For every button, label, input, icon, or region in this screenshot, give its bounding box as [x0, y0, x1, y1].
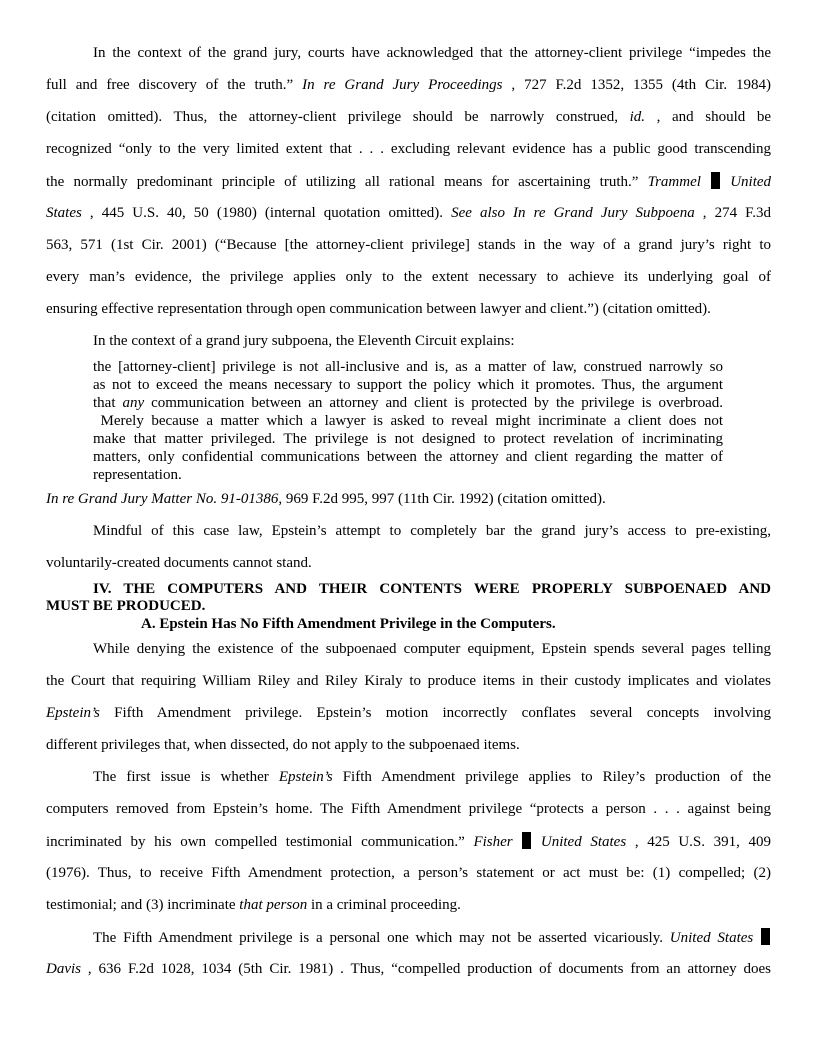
text: every man’s evidence, the privilege applies only to the extent necessary to achieve its underlying goal of: [46, 269, 771, 285]
text: , 274 F.3d: [702, 205, 772, 221]
text: Fifth Amendment privilege. Epstein’s motion incorrectly conflates several concepts involving: [114, 705, 771, 721]
text: The first issue is whether: [93, 769, 269, 785]
text: that: [93, 395, 116, 411]
text: communication between an attorney and client is protected by the privilege is overbroad.: [151, 395, 724, 411]
text: incriminated by his own compelled testimonial communication.”: [46, 834, 465, 850]
paragraph-line: [93, 44, 771, 62]
paragraph-line: [46, 172, 771, 191]
emphasis: that person: [239, 897, 308, 913]
emphasis: Epstein’s: [46, 705, 100, 721]
text: voluntarily-created documents cannot stand.: [46, 555, 312, 571]
text: (1976). Thus, to receive Fifth Amendment protection, a person’s statement or act must be: (1) compelled; (2): [46, 865, 771, 881]
text: 563, 571 (1st Cir. 2001) (“Because [the attorney-client privilege] stands in the way of a grand jury’s right to: [46, 237, 771, 253]
paragraph-line: [46, 896, 771, 914]
case-citation: United States: [669, 930, 754, 946]
redaction-mark: [522, 832, 531, 849]
paragraph-line: [46, 800, 771, 818]
paragraph-line: [93, 640, 771, 658]
case-citation: United States: [540, 834, 627, 850]
text: , 969 F.2d 995, 997 (11th Cir. 1992) (citation omitted).: [278, 491, 606, 507]
block-quote-line: [93, 394, 723, 412]
text: as not to exceed the means necessary to support the policy which it promotes. Thus, the argument: [93, 377, 723, 393]
case-citation: United: [730, 174, 772, 190]
paragraph-line: [46, 960, 771, 978]
text: IV. THE COMPUTERS AND THEIR CONTENTS WERE PROPERLY SUBPOENAED AND: [93, 581, 771, 597]
text: , and should be: [656, 109, 771, 125]
text: different privileges that, when dissected, do not apply to the subpoenaed items.: [46, 737, 520, 753]
text: Merely because a matter which a lawyer is asked to reveal might incriminate a client does not: [93, 413, 723, 429]
paragraph-line: [46, 864, 771, 882]
text: MUST BE PRODUCED.: [46, 598, 206, 614]
paragraph-line: [46, 108, 771, 126]
block-quote-line: [93, 412, 723, 430]
text: , 727 F.2d 1352, 1355 (4th Cir. 1984): [511, 77, 772, 93]
paragraph-line: [46, 140, 771, 158]
subsection-heading: [141, 615, 771, 633]
block-quote-line: [93, 430, 723, 448]
paragraph-line: [46, 204, 771, 222]
case-citation: See also In re Grand Jury Subpoena: [451, 205, 695, 221]
paragraph-line: [46, 736, 771, 754]
text: , 636 F.2d 1028, 1034 (5th Cir. 1981) . Thus, “compelled production of documents from an attorney does: [87, 961, 772, 977]
citation-line: [46, 490, 771, 508]
paragraph-line: [93, 332, 771, 350]
paragraph-line: [93, 928, 771, 947]
paragraph-line: [46, 832, 771, 851]
paragraph-line: [46, 704, 771, 722]
text: , 425 U.S. 391, 409: [634, 834, 772, 850]
case-citation: Davis: [46, 961, 81, 977]
case-citation: States: [46, 205, 82, 221]
text: A. Epstein Has No Fifth Amendment Privilege in the Computers.: [141, 616, 556, 632]
text: in a criminal proceeding.: [310, 897, 461, 913]
text: matters, only confidential communications between the attorney and client regarding the matter of: [93, 449, 723, 465]
block-quote-line: [93, 376, 723, 394]
paragraph-line: [46, 76, 771, 94]
block-quote-line: [93, 448, 723, 466]
case-citation: In re Grand Jury Matter No. 91-01386: [46, 491, 279, 507]
paragraph-line: [46, 300, 771, 318]
paragraph-line: [46, 268, 771, 286]
section-heading: [46, 597, 771, 615]
paragraph-line: [93, 522, 771, 540]
paragraph-line: [46, 236, 771, 254]
redaction-mark: [711, 172, 720, 189]
emphasis: any: [122, 395, 145, 411]
text: the [attorney-client] privilege is not all-inclusive and is, as a matter of law, construed narrowly so: [93, 359, 723, 375]
text: representation.: [93, 467, 182, 483]
block-quote-line: [93, 466, 723, 484]
paragraph-line: [93, 768, 771, 786]
text: the normally predominant principle of utilizing all rational means for ascertaining truth.”: [46, 174, 639, 190]
text: recognized “only to the very limited extent that . . . excluding relevant evidence has a public good transcending: [46, 141, 771, 157]
paragraph-line: [46, 554, 771, 572]
text: the Court that requiring William Riley and Riley Kiraly to produce items in their custody implicates and violates: [46, 673, 771, 689]
case-citation: Trammel: [647, 174, 701, 190]
text: In the context of the grand jury, courts have acknowledged that the attorney-client privilege “impedes the: [93, 45, 771, 61]
text: testimonial; and (3) incriminate: [46, 897, 236, 913]
section-heading: [93, 580, 771, 598]
emphasis: Epstein’s: [278, 769, 333, 785]
text: make that matter privileged. The privilege is not designed to protect revelation of incriminating: [93, 431, 723, 447]
text: , 445 U.S. 40, 50 (1980) (internal quotation omitted).: [89, 205, 444, 221]
text: computers removed from Epstein’s home. The Fifth Amendment privilege “protects a person . . . against being: [46, 801, 771, 817]
case-citation: In re Grand Jury Proceedings: [302, 77, 503, 93]
text: (citation omitted). Thus, the attorney-client privilege should be narrowly construed,: [46, 109, 618, 125]
text: ensuring effective representation through open communication between lawyer and client.”) (citation omitted).: [46, 301, 711, 317]
citation-id: id.: [629, 109, 645, 125]
text: The Fifth Amendment privilege is a personal one which may not be asserted vicariously.: [93, 930, 663, 946]
paragraph-line: [46, 672, 771, 690]
text: While denying the existence of the subpoenaed computer equipment, Epstein spends several pages telling: [93, 641, 771, 657]
text: Mindful of this case law, Epstein’s attempt to completely bar the grand jury’s access to pre-existing,: [93, 523, 771, 539]
text: Fifth Amendment privilege applies to Riley’s production of the: [342, 769, 771, 785]
redaction-mark: [761, 928, 770, 945]
block-quote-line: [93, 358, 723, 376]
text: In the context of a grand jury subpoena, the Eleventh Circuit explains:: [93, 333, 515, 349]
text: full and free discovery of the truth.”: [46, 77, 294, 93]
case-citation: Fisher: [473, 834, 513, 850]
